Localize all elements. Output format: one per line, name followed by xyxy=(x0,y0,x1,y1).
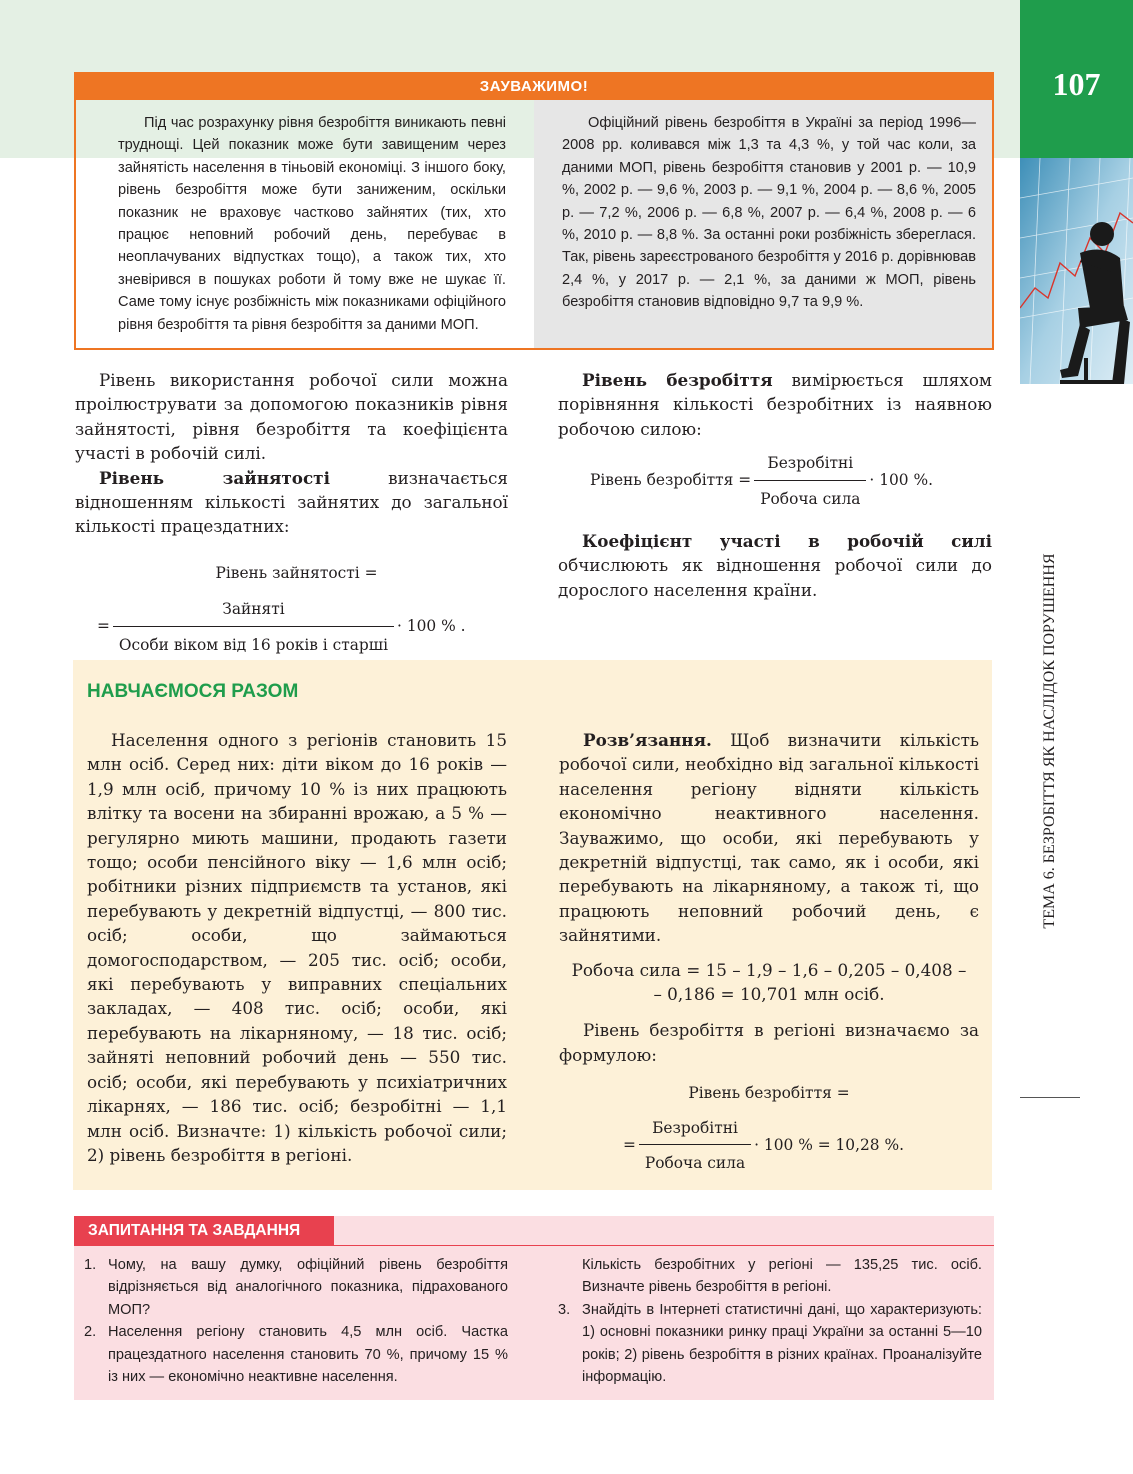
question-number: 3. xyxy=(558,1301,571,1318)
note-right-text: Офіційний рівень безробіття в Україні за період 1996—2008 рр. коливався між 1,3 та 4,3 %, у той час коли, за даними МОП, рівень безробіття становив у 2001 р. — 10,9 %, 2002 р. — 9,6 %, 2003 р. — 9,1 %, 2004 р. — 8,6 %, 2005 р. — 7,2 %, 2006 р. — 6,8 %, 2007 р. — 6,4 %, 2008 р. — 6 %, 2010 р. — 8,8 %. За останні роки розбіжність збереглася. Так, рівень зареєстрованого безробіття у 2016 р. дорівнював 2,4 %, у 2017 р. — 2,1 %, за даними ж МОП, рівень безробіття становив відповідно 9,7 та 9,9 %. xyxy=(534,100,992,348)
formula-tail: · 100 % = 10,28 %. xyxy=(754,1135,904,1154)
calc-line-1: Робоча сила = 15 – 1,9 – 1,6 – 0,205 – 0,408 – xyxy=(571,959,967,980)
employment-paragraph xyxy=(75,466,508,539)
solution-formula xyxy=(559,1116,979,1176)
silhouette-photo xyxy=(1020,158,1133,384)
note-left-text: Під час розрахунку рівня безробіття виникають певні труднощі. Цей показник може бути завищеним через зайнятість населення в тіньовій економіці. З іншого боку, рівень безробіття може бути заниженим, оскільки показник не враховує частково зайнятих (тих, хто працює неповний робочий день, перебуває в неоплачуваних відпустках тощо), а також тих, хто зневірився в пошуках роботи й тому вже не шукає її. Саме тому існує розбіжність між показниками офіційного рівня безробіття та рівня безробіття за даними МОП. xyxy=(118,115,506,333)
fraction-denominator: Робоча сила xyxy=(644,1154,746,1173)
unemployment-definition: вимірюється шляхом порівняння кількості безробітних із наявною робочою силою: xyxy=(558,370,992,439)
side-title-rule xyxy=(1020,1097,1080,1098)
questions-heading: ЗАПИТАННЯ ТА ЗАВДАННЯ xyxy=(74,1216,334,1246)
formula-intro: Рівень безробіття в регіоні визначаємо за формулою: xyxy=(559,1020,979,1065)
questions-left-column xyxy=(84,1254,508,1388)
question-item xyxy=(84,1321,508,1388)
fraction-denominator: Робоча сила xyxy=(760,489,861,508)
solution-fraction xyxy=(639,1116,751,1176)
question-item xyxy=(84,1254,508,1321)
intro-paragraph: Рівень використання робочої сили можна проілюструвати за допомогою показників рівня зайнятості, рівня безробіття та коефіцієнта участі в робочій силі. xyxy=(75,370,508,464)
learn-together-box xyxy=(73,660,992,1190)
formula-equals: = xyxy=(97,617,110,636)
question-number: 2. xyxy=(84,1324,97,1341)
question-number: 1. xyxy=(84,1257,97,1273)
employment-formula-label: Рівень зайнятості = xyxy=(215,563,378,582)
questions-rule xyxy=(334,1245,994,1246)
question-item-continued xyxy=(558,1254,982,1299)
side-title-text: ТЕМА 6. БЕЗРОБІТТЯ ЯК НАСЛІДОК ПОРУШЕННЯ xyxy=(1041,553,1058,929)
participation-term: Коефіцієнт участі в робочій силі xyxy=(582,531,992,552)
employment-formula xyxy=(75,597,508,657)
employment-definition: визначається відношенням кількості зайнятих до загальної кількості працездатних: xyxy=(75,467,509,537)
formula-label: Рівень безробіття = xyxy=(590,471,752,490)
unemployment-fraction xyxy=(754,451,866,511)
unemployment-term: Рівень безробіття xyxy=(582,370,773,390)
questions-right-column xyxy=(558,1254,982,1388)
learn-together-title: НАВЧАЄМОСЯ РАЗОМ xyxy=(87,681,299,702)
question-item xyxy=(558,1299,982,1389)
employment-fraction xyxy=(113,597,394,657)
page-number: 107 xyxy=(1020,0,1133,158)
unemployment-paragraph xyxy=(558,368,992,441)
solution-label: Розв’язання. xyxy=(583,730,712,750)
note-body xyxy=(76,100,992,348)
questions-box xyxy=(74,1216,994,1400)
unemployment-formula xyxy=(558,451,992,511)
businessman-chart-image xyxy=(1020,158,1133,384)
task-text-column xyxy=(87,728,507,1167)
section-side-title xyxy=(1020,384,1080,1098)
fraction-numerator: Безробітні xyxy=(639,1116,751,1145)
participation-definition: обчислюють як відношення робочої сили до дорослого населення країни. xyxy=(558,555,992,600)
solution-column xyxy=(559,728,979,1176)
formula-equals: = xyxy=(623,1135,636,1154)
solution-paragraph xyxy=(559,728,979,948)
fraction-numerator: Безробітні xyxy=(754,451,866,480)
fraction-numerator: Зайняті xyxy=(113,597,394,626)
formula-tail: · 100 % . xyxy=(397,617,466,636)
employment-term: Рівень зайнятості xyxy=(99,467,330,488)
note-heading: ЗАУВАЖИМО! xyxy=(76,74,992,100)
fraction-denominator: Особи віком від 16 років і старші xyxy=(118,635,389,654)
question-text: Кількість безробітних у регіоні — 135,25 тис. осіб. Визначте рівень безробіття в регіоні. xyxy=(582,1257,982,1296)
main-right-column xyxy=(558,368,992,602)
question-text: Чому, на вашу думку, офіційний рівень безробіття відрізняється від аналогічного показника, підрахованого МОП? xyxy=(108,1257,508,1318)
solution-formula-label: Рівень безробіття = xyxy=(688,1084,850,1103)
note-box xyxy=(74,72,994,350)
question-text: Населення регіону становить 4,5 млн осіб. Частка працездатного населення становить 70 %, причому 15 % із них — економічно неактивне населення. xyxy=(108,1324,508,1386)
participation-paragraph xyxy=(558,529,992,602)
solution-text: Щоб визначити кількість робочої сили, необхідно від загальної кількості населення регіону відняти кількість економічно неактивного населення. Зауважимо, що особи, які перебувають у декретній відпустці, так само, як і особи, які перебувають на лікарняному, а також ті, що працюють неповний робочий день, є зайнятими. xyxy=(559,730,979,946)
calc-line-2: – 0,186 = 10,701 млн осіб. xyxy=(653,984,885,1005)
main-left-column xyxy=(75,368,508,657)
question-text: Знайдіть в Інтернеті статистичні дані, що характеризують: 1) основні показники ринку праці України за останні 5—10 років; 2) рівень безробіття в різних країнах. Проаналізуйте інформацію. xyxy=(582,1301,982,1386)
formula-tail: · 100 %. xyxy=(869,471,933,490)
task-text: Населення одного з регіонів становить 15 млн осіб. Серед них: діти віком до 16 років — 1,9 млн осіб, причому 10 % із них працюють влітку та восени на збиранні врожаю, а 5 % — регулярно миють машини, продають газети тощо; особи пенсійного віку — 1,6 млн осіб; робітники різних підприємств та установ, які перебувають у декретній відпустці, — 800 тис. осіб; особи, що займаються домогосподарством, — 205 тис. осіб; особи, які перебувають у виправних спеціальних закладах, — 408 тис. осіб; особи, які перебувають на лікарняному, — 18 тис. осіб; зайняті неповний робочий день — 550 тис. осіб; особи, які перебувають у психіатричних лікарнях, — 186 тис. осіб; безробітні — 1,1 млн осіб. Визначте: 1) кількість робочої сили; 2) рівень безробіття в регіоні. xyxy=(87,730,507,1165)
